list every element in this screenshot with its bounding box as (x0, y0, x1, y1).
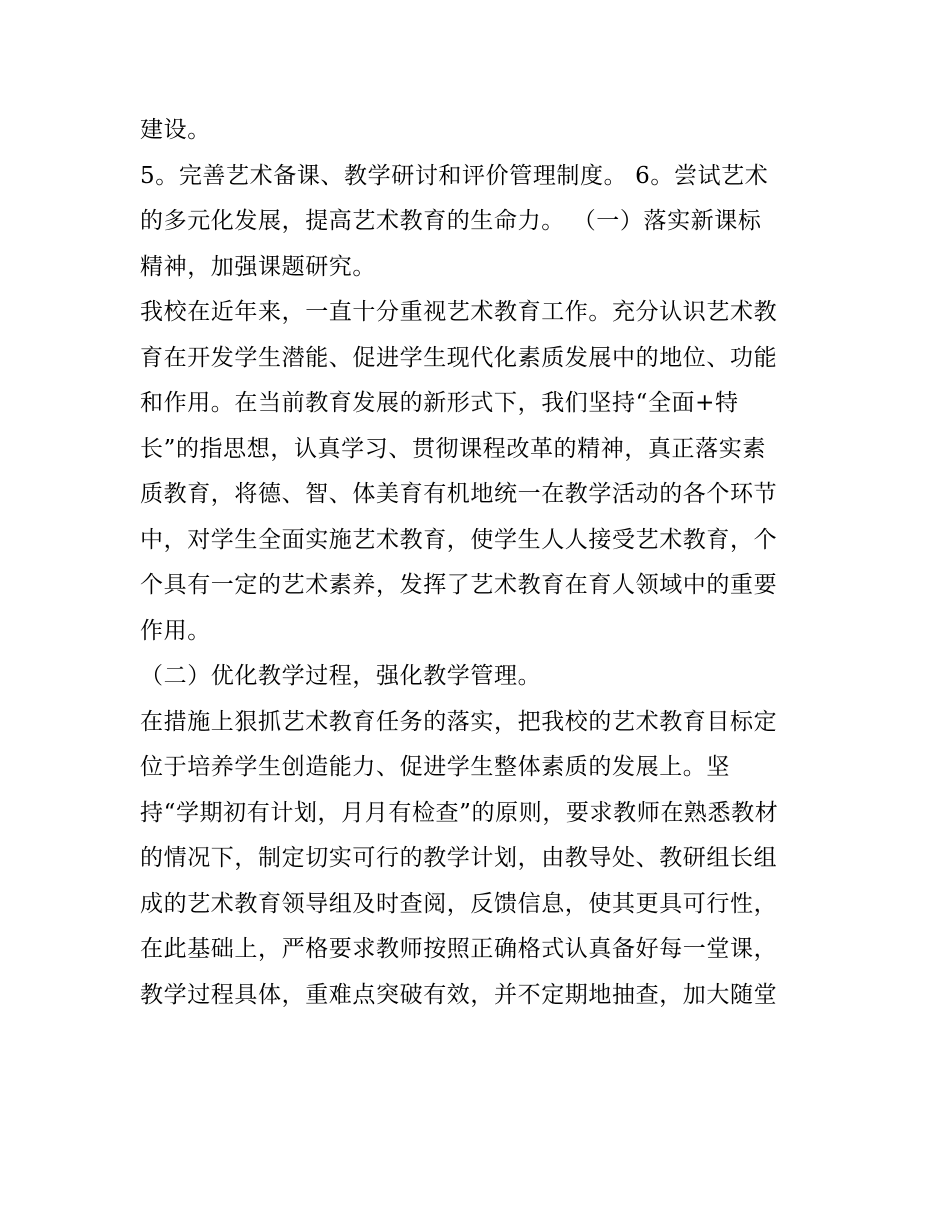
text-line: 精神，加强课题研究。 (140, 253, 376, 280)
text-line: 作用。 (140, 617, 211, 644)
text-line: 的多元化发展，提高艺术教育的生命力。 （一）落实新课标 (140, 208, 762, 234)
text-line: 在此基础上，严格要求教师按照正确格式认真备好每一堂课， (140, 936, 778, 962)
text-line: 位于培养学生创造能力、促进学生整体素质的发展上。坚 (140, 754, 730, 780)
body-text (140, 108, 820, 1018)
text-line: 育在开发学生潜能、促进学生现代化素质发展中的地位、功能 (140, 344, 778, 371)
text-line: 中，对学生全面实施艺术教育，使学生人人接受艺术教育，个 (140, 526, 778, 553)
text-line: 在措施上狠抓艺术教育任务的落实，把我校的艺术教育目标定 (140, 708, 778, 735)
text-line: 个具有一定的艺术素养，发挥了艺术教育在育人领域中的重要 (140, 572, 778, 598)
text-line: 成的艺术教育领导组及时查阅，反馈信息，使其更具可行性， (140, 890, 778, 917)
section-heading: （二）优化教学过程，强化教学管理。 (140, 663, 542, 689)
text-line: 持“学期初有计划，月月有检查”的原则，要求教师在熟悉教材 (140, 799, 779, 826)
text-line: 建设。 (140, 117, 211, 143)
text-line: 教学过程具体，重难点突破有效，并不定期地抽查，加大随堂 (140, 981, 778, 1008)
text-line: 我校在近年来，一直十分重视艺术教育工作。充分认识艺术教 (140, 299, 778, 325)
text-line: 和作用。在当前教育发展的新形式下，我们坚持“全面+特 (140, 390, 739, 416)
text-line: 长”的指思想，认真学习、贯彻课程改革的精神，真正落实素 (140, 435, 766, 462)
text-line: 5。完善艺术备课、教学研讨和评价管理制度。 6。尝试艺术 (140, 162, 769, 189)
text-line: 质教育，将德、智、体美育有机地统一在教学活动的各个环节 (140, 481, 778, 507)
text-line: 的情况下，制定切实可行的教学计划，由教导处、教研组长组 (140, 845, 778, 871)
